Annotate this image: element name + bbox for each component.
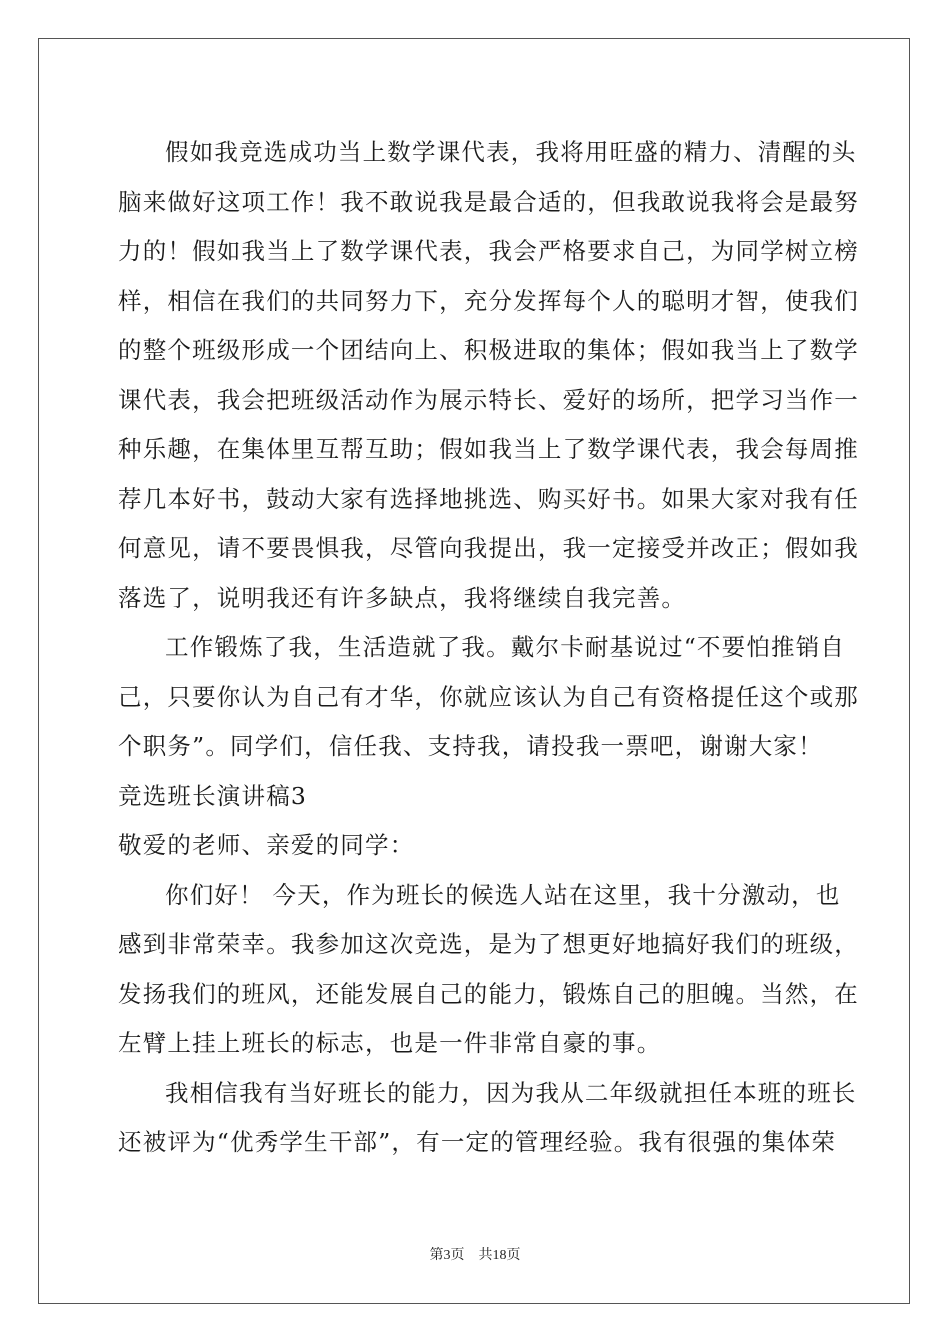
- paragraph-line: 的整个班级形成一个团结向上、积极进取的集体；假如我当上了数学: [118, 336, 859, 364]
- page-number: 第3页: [429, 1248, 465, 1263]
- paragraph-line: 荐几本好书，鼓动大家有选择地挑选、购买好书。如果大家对我有任: [118, 484, 859, 513]
- paragraph-first-line: 你们好！ 今天，作为班长的候选人站在这里，我十分激动，也: [165, 880, 841, 909]
- paragraph-line: 力的！假如我当上了数学课代表，我会严格要求自己，为同学树立榜: [118, 237, 859, 265]
- paragraph-line: 脑来做好这项工作！我不敢说我是最合适的，但我敢说我将会是最努: [118, 187, 859, 216]
- paragraph-line: 个职务”。同学们，信任我、支持我，请投我一票吧，谢谢大家！: [118, 732, 823, 760]
- paragraph-line: 还被评为“优秀学生干部”，有一定的管理经验。我有很强的集体荣: [118, 1128, 837, 1156]
- paragraph-first-line: 我相信我有当好班长的能力，因为我从二年级就担任本班的班长: [165, 1078, 857, 1107]
- paragraph-line: 发扬我们的班风，还能发展自己的能力，锻炼自己的胆魄。当然，在: [118, 979, 859, 1008]
- paragraph-first-line: 敬爱的老师、亲爱的同学：: [118, 831, 415, 859]
- paragraph-line: 课代表，我会把班级活动作为展示特长、爱好的场所，把学习当作一: [118, 385, 859, 414]
- paragraph-first-line: 假如我竞选成功当上数学课代表，我将用旺盛的精力、清醒的头: [165, 138, 857, 166]
- paragraph-line: 感到非常荣幸。我参加这次竞选，是为了想更好地搞好我们的班级，: [118, 930, 859, 958]
- page-total: 共18页: [478, 1248, 521, 1263]
- document-body: [118, 128, 859, 1168]
- paragraph-first-line: 工作锻炼了我，生活造就了我。戴尔卡耐基说过“不要怕推销自: [165, 633, 846, 661]
- paragraph-line: 样，相信在我们的共同努力下，充分发挥每个人的聪明才智，使我们: [118, 286, 859, 315]
- paragraph-line: 落选了，说明我还有许多缺点，我将继续自我完善。: [118, 583, 687, 612]
- paragraph-first-line: 竞选班长演讲稿3: [118, 781, 308, 810]
- paragraph-line: 己，只要你认为自己有才华，你就应该认为自己有资格提任这个或那: [118, 682, 859, 711]
- paragraph-line: 种乐趣，在集体里互帮互助；假如我当上了数学课代表，我会每周推: [118, 435, 859, 463]
- paragraph-line: 左臂上挂上班长的标志，也是一件非常自豪的事。: [118, 1029, 662, 1057]
- page-footer: [0, 1244, 950, 1264]
- paragraph-line: 何意见，请不要畏惧我，尽管向我提出，我一定接受并改正；假如我: [118, 534, 859, 562]
